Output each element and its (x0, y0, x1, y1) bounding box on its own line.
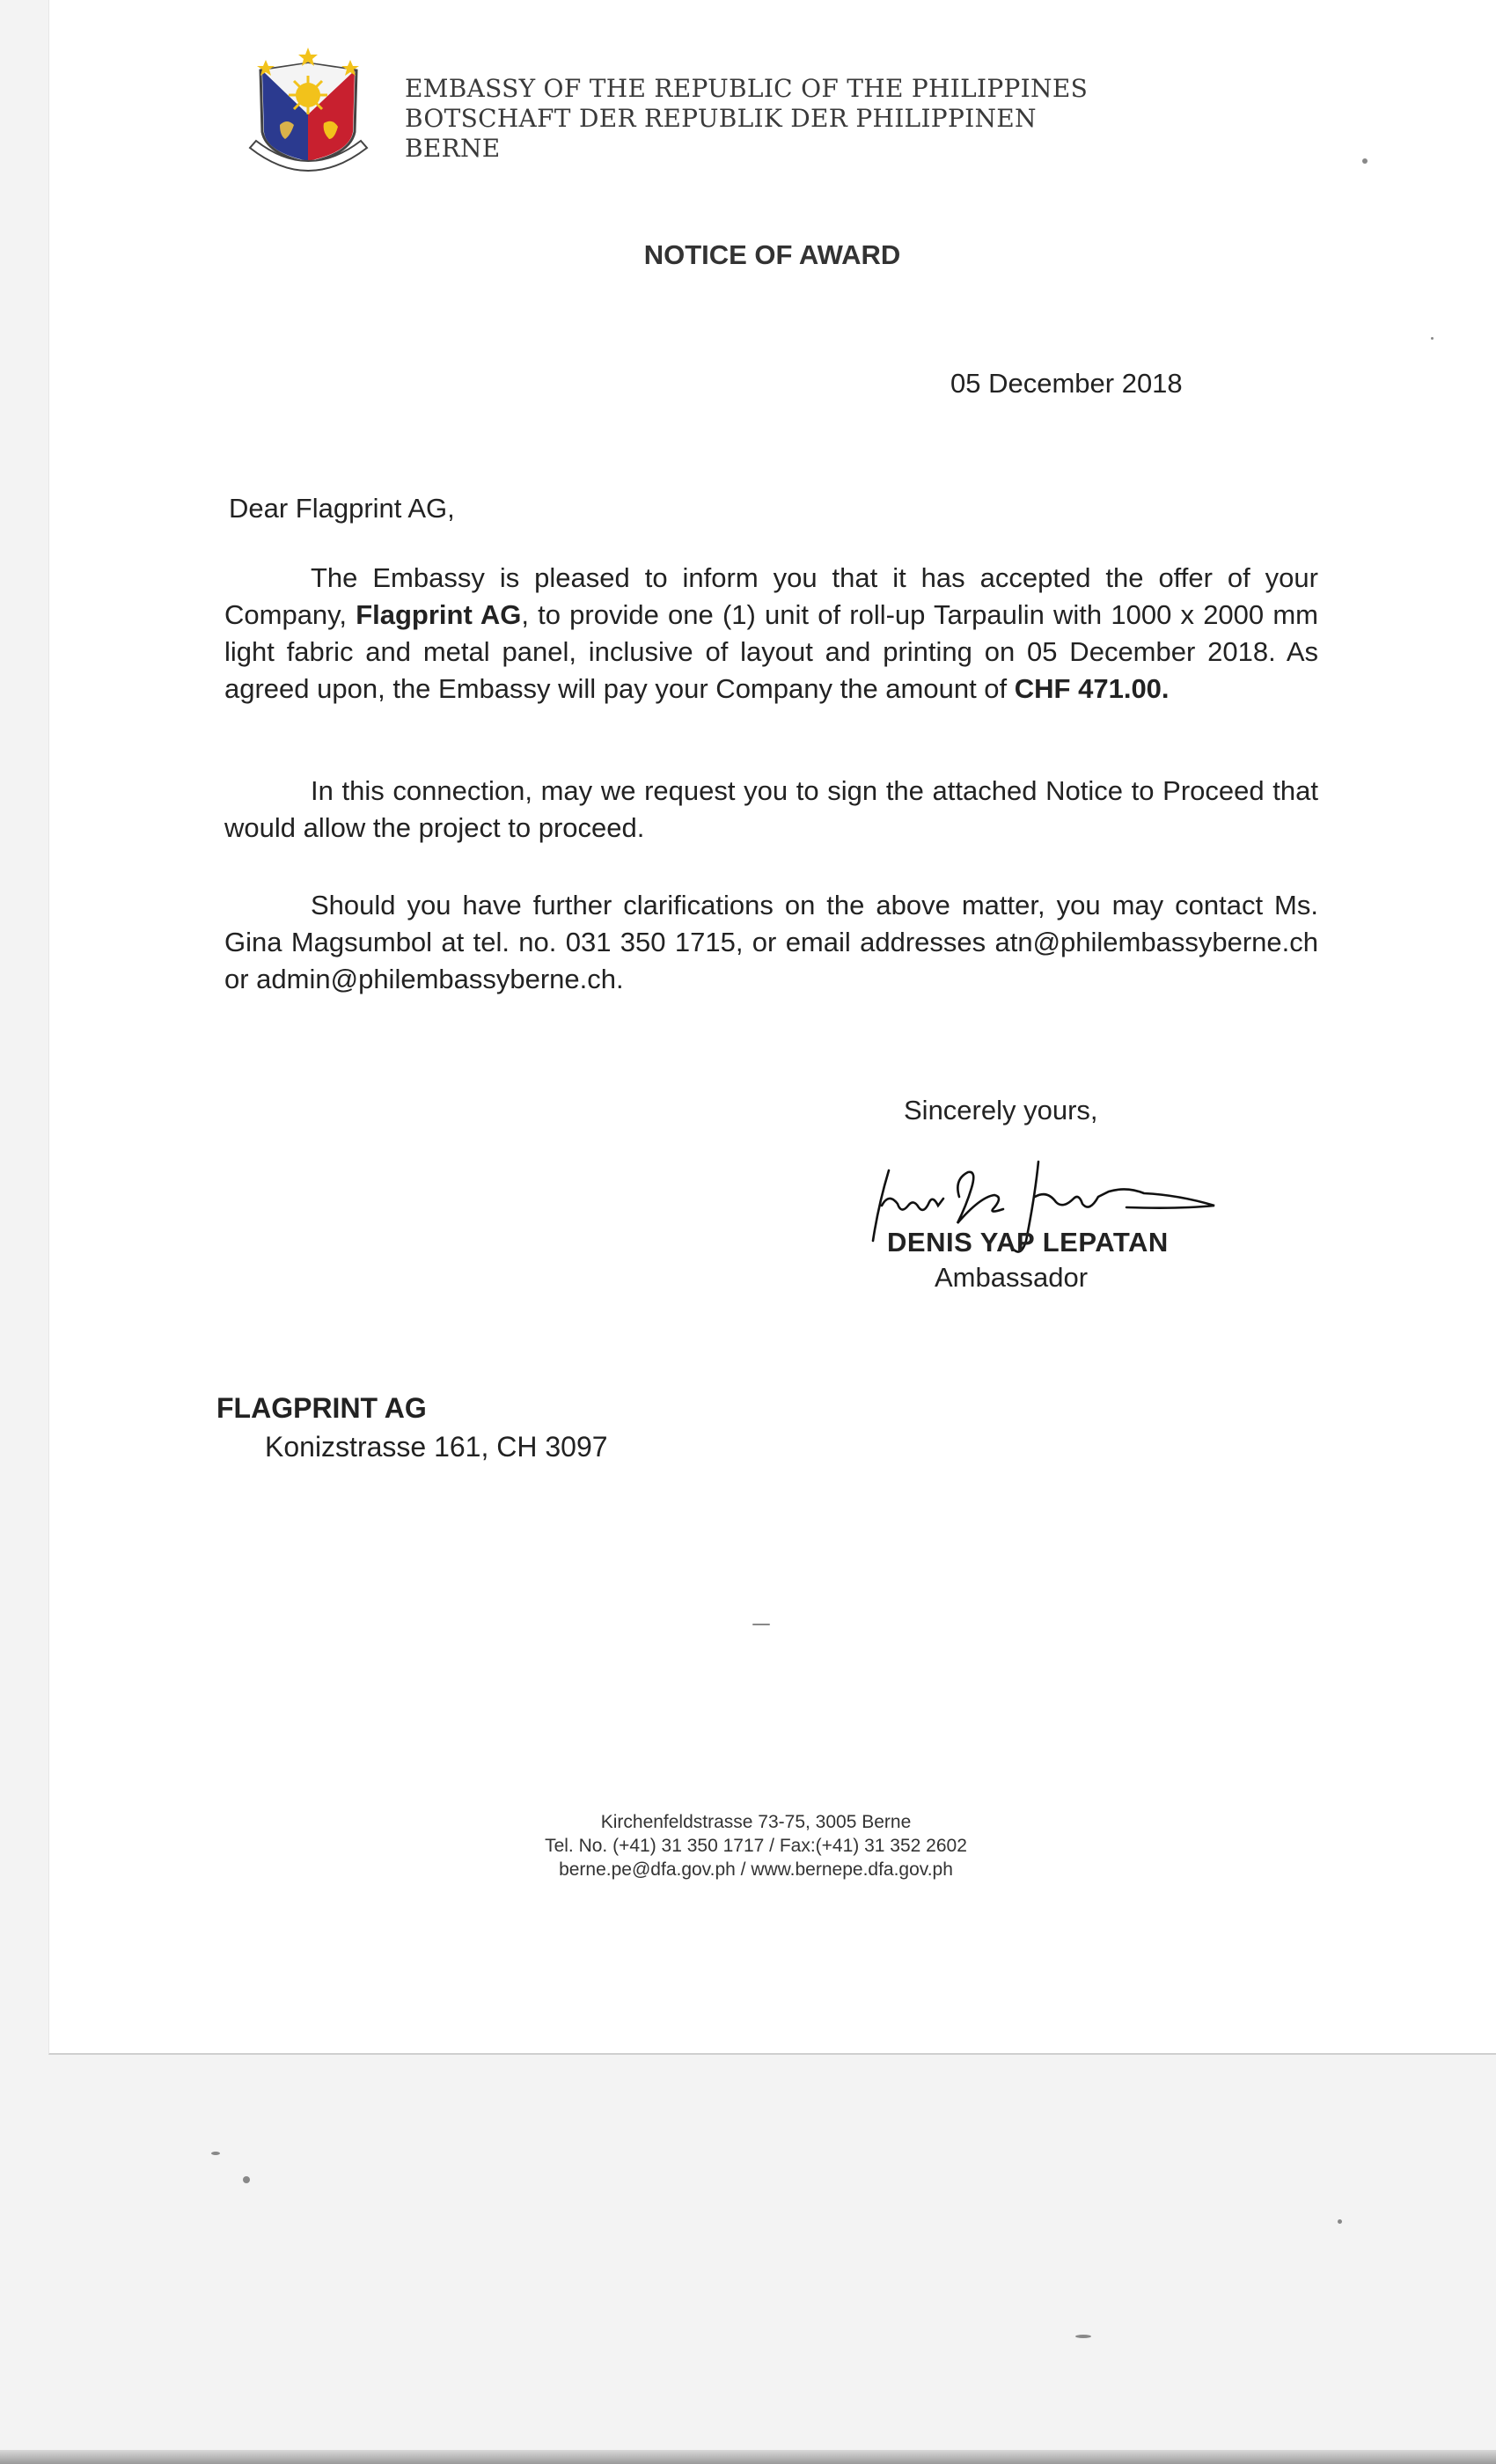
letterhead-line-english: EMBASSY OF THE REPUBLIC OF THE PHILIPPINES (405, 74, 1089, 103)
footer-web: berne.pe@dfa.gov.ph / www.bernepe.dfa.gov.ph (559, 1859, 953, 1880)
signatory-title: Ambassador (935, 1262, 1089, 1293)
scan-edge (0, 2450, 1496, 2464)
scan-speck (1431, 337, 1434, 340)
scan-speck (752, 1624, 770, 1625)
award-text-middle: , to provide one (1) unit of roll-up Tarpaulin with 1000 x 2000 mm light fabric and metal panel, inclusive of layout and printing on 05 December 2018. As agreed upon, the Embassy will pay your Company the amount of (224, 599, 1318, 704)
footer-address: Kirchenfeldstrasse 73-75, 3005 Berne (600, 1812, 912, 1832)
salutation: Dear Flagprint AG, (229, 493, 455, 524)
scan-speck (1338, 2219, 1342, 2224)
award-amount: CHF 471.00. (1014, 673, 1170, 704)
scan-speck (243, 2176, 250, 2183)
letterhead (405, 74, 1088, 164)
award-text-start: The Embassy is pleased to inform you that it has accepted the offer of your Company, (224, 562, 1318, 630)
closing: Sincerely yours, (904, 1095, 1098, 1126)
letter-footer (0, 1810, 1496, 1881)
letter-date: 05 December 2018 (950, 368, 1183, 399)
company-name: Flagprint AG (356, 599, 522, 630)
body-paragraph-request: In this connection, may we request you to sign the attached Notice to Proceed that would allow the project to proceed. (224, 775, 1318, 843)
document-title: NOTICE OF AWARD (643, 239, 901, 270)
footer-phone: Tel. No. (+41) 31 350 1717 / Fax:(+41) 31 352 2602 (545, 1836, 967, 1856)
philippine-seal-icon (245, 44, 372, 185)
letterhead-city: BERNE (405, 134, 501, 163)
body-paragraph-award (224, 560, 1318, 708)
scan-speck (1075, 2335, 1091, 2338)
signatory-name: DENIS YAP LEPATAN (887, 1227, 1169, 1258)
body-paragraph-contact: Should you have further clarifications on the above matter, you may contact Ms. Gina Magsumbol at tel. no. 031 350 1715, or email addresses atn@philembassyberne.ch or admin@philembassyberne.ch. (224, 890, 1318, 994)
recipient-name: FLAGPRINT AG (216, 1392, 427, 1424)
scan-speck (211, 2152, 220, 2155)
letter-page (48, 0, 1496, 2055)
letterhead-line-german: BOTSCHAFT DER REPUBLIK DER PHILIPPINEN (405, 104, 1037, 133)
recipient-address: Konizstrasse 161, CH 3097 (265, 1431, 608, 1463)
scan-speck (1362, 158, 1368, 164)
